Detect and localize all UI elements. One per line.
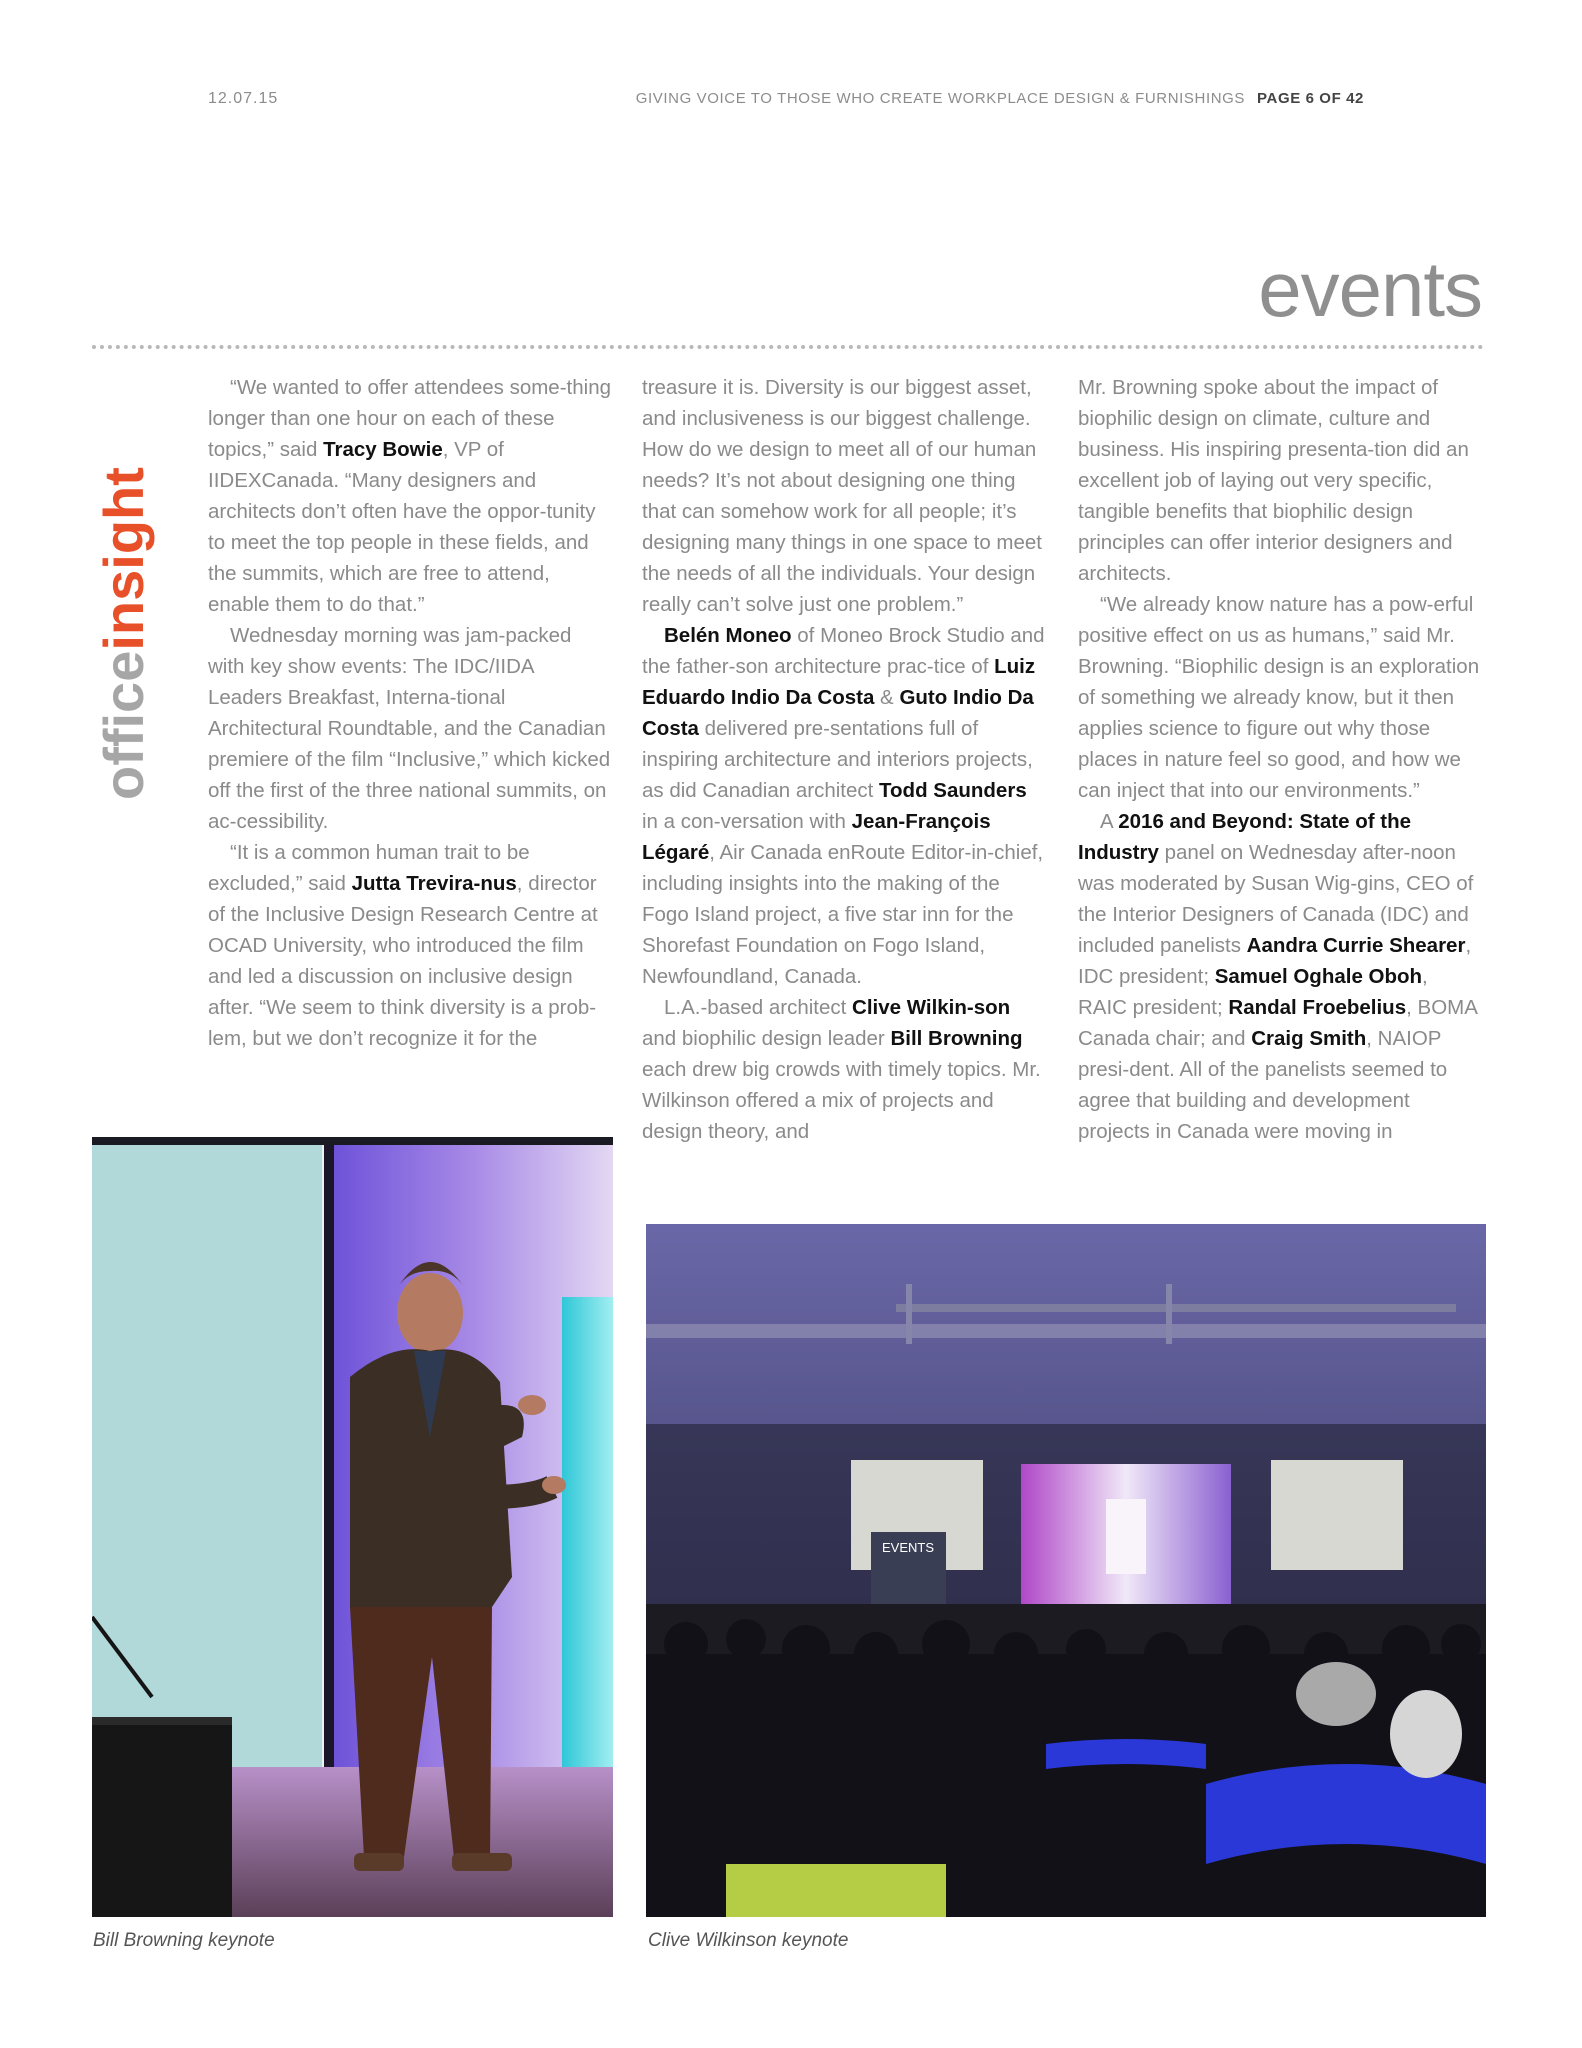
tagline-text: GIVING VOICE TO THOSE WHO CREATE WORKPLACE DESIGN & FURNISHINGS bbox=[635, 90, 1246, 107]
article-column-3 bbox=[1078, 372, 1482, 1147]
person-name: Craig Smith bbox=[1251, 1027, 1367, 1050]
person-name: Randal Froebelius bbox=[1228, 996, 1407, 1019]
paragraph bbox=[642, 992, 1046, 1147]
article-column-2 bbox=[642, 372, 1046, 1147]
text: , NAIOP presi-dent. All of the panelists seemed to agree that building and development projects in Canada were moving in bbox=[1078, 1027, 1448, 1143]
text: , director of the Inclusive Design Research Centre at OCAD University, who introduced the film and led a discussion on inclusive design after. “We seem to think diversity is a prob-lem, but we don’t recognize it for the bbox=[208, 872, 598, 1050]
person-name: Tracy Bowie bbox=[323, 438, 443, 461]
paragraph: treasure it is. Diversity is our biggest asset, and inclusiveness is our biggest challenge. How do we design to meet all of our human needs? It’s not about designing one thing that can somehow work for all people; it’s designing many things in one space to meet the needs of all the individuals. Your design really can’t solve just one problem.” bbox=[642, 376, 1043, 616]
person-name: Belén Moneo bbox=[664, 624, 792, 647]
text: L.A.-based architect bbox=[664, 996, 853, 1019]
paragraph: Mr. Browning spoke about the impact of biophilic design on climate, culture and business. His inspiring presenta-tion did an excellent job of laying out very specific, tangible benefits that biophilic design principles can offer interior designers and architects. bbox=[1078, 376, 1469, 585]
paragraph bbox=[208, 372, 612, 620]
paragraph bbox=[642, 620, 1046, 992]
text: “It is a common human trait to be excluded,” said bbox=[208, 841, 530, 895]
paragraph: “We already know nature has a pow-erful positive effect on us as humans,” said Mr. Browning. “Biophilic design is an exploration of something we already know, but it then applies science to figure out why those places in nature feel so good, and how we can inject that into our environments.” bbox=[1078, 593, 1480, 802]
text: , BOMA Canada chair; and bbox=[1078, 996, 1477, 1050]
text: A bbox=[1100, 810, 1119, 833]
page-number: PAGE 6 OF 42 bbox=[1257, 90, 1364, 107]
stage-illustration bbox=[92, 1137, 613, 1917]
person-name: Luiz Eduardo Indio Da Costa bbox=[642, 655, 1036, 709]
photo-bill-browning-keynote bbox=[92, 1137, 613, 1917]
person-name: Bill Browning bbox=[890, 1027, 1023, 1050]
officeinsight-logo bbox=[92, 467, 155, 1120]
text: “We wanted to offer attendees some-thing longer than one hour on each of these topics,” said bbox=[208, 376, 611, 461]
text: and biophilic design leader bbox=[642, 1027, 891, 1050]
panel-title: 2016 and Beyond: State of the Industry bbox=[1078, 810, 1412, 864]
text: , VP of IIDEXCanada. “Many designers and architects don’t often have the oppor-tunity to meet the top people in these fields, and the summits, which are free to attend, enable them to do that.” bbox=[208, 438, 596, 616]
header-tagline bbox=[636, 90, 1364, 107]
paragraph bbox=[1078, 806, 1482, 1147]
person-name: Clive Wilkin-son bbox=[852, 996, 1011, 1019]
text: in a con-versation with bbox=[642, 810, 852, 833]
logo-office: office bbox=[92, 650, 155, 800]
text: each drew big crowds with timely topics. Mr. Wilkinson offered a mix of projects and design theory, and bbox=[642, 1058, 1041, 1143]
text: , RAIC president; bbox=[1078, 965, 1428, 1019]
paragraph: Wednesday morning was jam-packed with key show events: The IDC/IIDA Leaders Breakfast, Interna-tional Architectural Roundtable, and the Canadian premiere of the film “Inclusive,” which kicked off the first of the three national summits, on ac-cessibility. bbox=[208, 624, 611, 833]
text: , IDC president; bbox=[1078, 934, 1472, 988]
person-name: Jutta Trevira-nus bbox=[351, 872, 517, 895]
logo-insight: insight bbox=[92, 467, 155, 651]
photo-caption-right: Clive Wilkinson keynote bbox=[648, 1930, 849, 1951]
text: panel on Wednesday after-noon was moderated by Susan Wig-gins, CEO of the Interior Designers of Canada (IDC) and included panelists bbox=[1078, 841, 1474, 957]
person-name: Guto Indio Da Costa bbox=[642, 686, 1034, 740]
text: delivered pre-sentations full of inspiring architecture and interiors projects, as did Canadian architect bbox=[642, 717, 1033, 802]
issue-date: 12.07.15 bbox=[208, 90, 279, 107]
section-title: events bbox=[1258, 245, 1482, 333]
text: , Air Canada enRoute Editor-in-chief, including insights into the making of the Fogo Island project, a five star inn for the Shorefast Foundation on Fogo Island, Newfoundland, Canada. bbox=[642, 841, 1044, 988]
auditorium-illustration bbox=[646, 1224, 1486, 1917]
text: & bbox=[874, 686, 900, 709]
photo-caption-left: Bill Browning keynote bbox=[93, 1930, 275, 1951]
photo-clive-wilkinson-keynote bbox=[646, 1224, 1486, 1917]
dotted-divider bbox=[92, 345, 1484, 349]
person-name: Samuel Oghale Oboh bbox=[1214, 965, 1423, 988]
text: of Moneo Brock Studio and the father-son architecture prac-tice of bbox=[642, 624, 1045, 678]
person-name: Todd Saunders bbox=[879, 779, 1027, 802]
article-column-1 bbox=[208, 372, 612, 1054]
events-sign-text: EVENTS bbox=[881, 1540, 935, 1555]
person-name: Jean-François Légaré bbox=[642, 810, 991, 864]
person-name: Aandra Currie Shearer bbox=[1246, 934, 1466, 957]
paragraph bbox=[208, 837, 612, 1054]
